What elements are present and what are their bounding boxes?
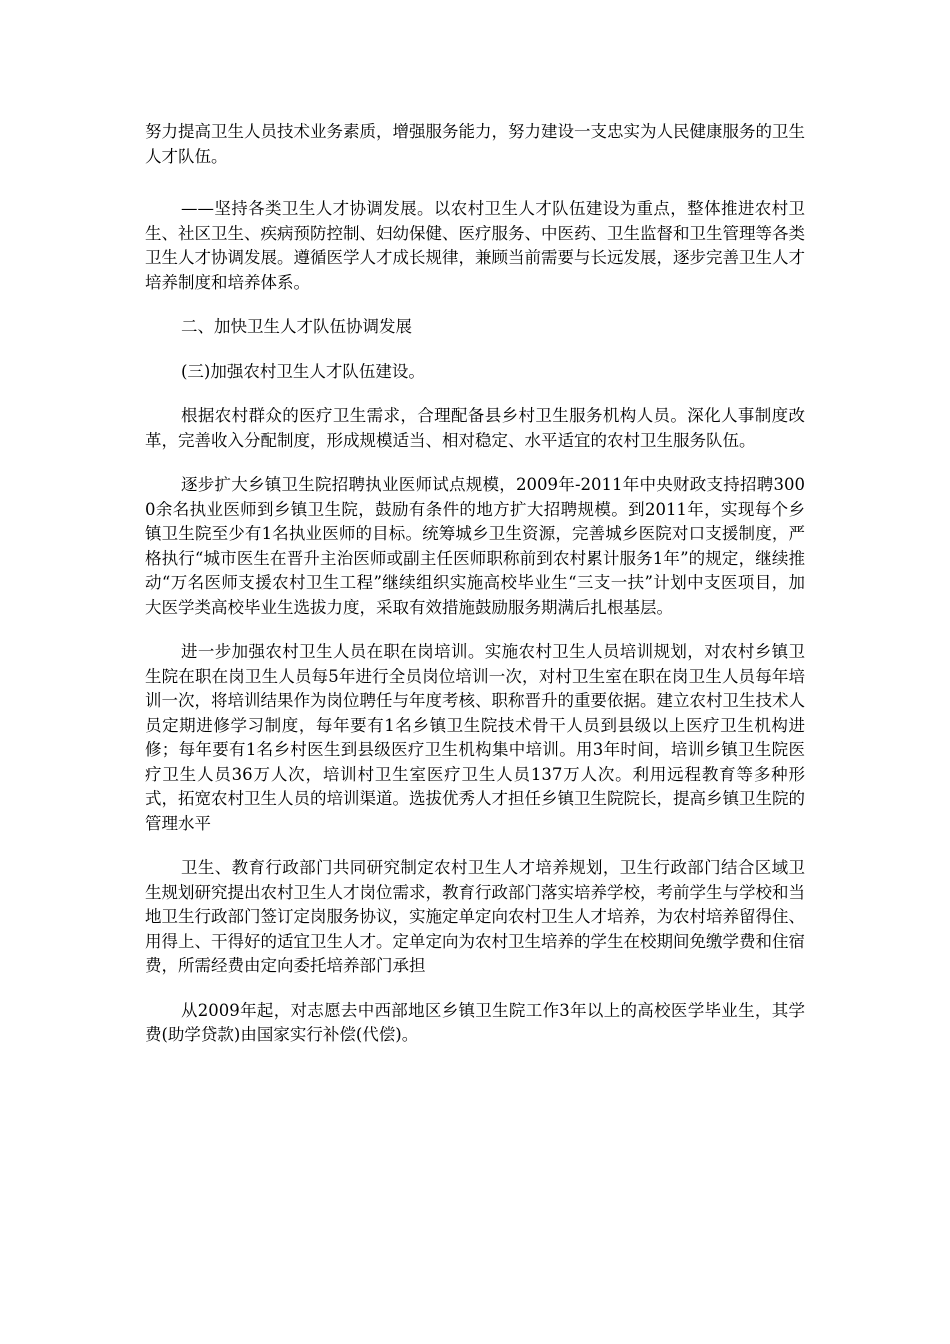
subsection-heading: (三)加强农村卫生人才队伍建设。 xyxy=(181,361,425,381)
paragraph-training: 进一步加强农村卫生人员在职在岗培训。实施农村卫生人员培训规划，对农村乡镇卫生院在职在岗卫生人员每5年进行全员岗位培训一次，对村卫生室在职在岗卫生人员每年培训一次，将培训结果作为岗位聘任与年度考核、职称晋升的重要依据。建立农村卫生技术人员定期进修学习制度，每年要有1名乡镇卫生院技术骨干人员到县级以上医疗卫生机构进修；每年要有1名乡村医生到县级医疗卫生机构集中培训。用3年时间，培训乡镇卫生院医疗卫生人员36万人次，培训村卫生室医疗卫生人员137万人次。利用远程教育等多种形式，拓宽农村卫生人员的培训渠道。选拔优秀人才担任乡镇卫生院院长，提高乡镇卫生院的管理水平 xyxy=(145,642,805,833)
document-page xyxy=(145,120,805,1068)
paragraph-intro-continuation: 努力提高卫生人员技术业务素质，增强服务能力，努力建设一支忠实为人民健康服务的卫生人才队伍。 xyxy=(145,122,805,166)
paragraph-recruitment: 逐步扩大乡镇卫生院招聘执业医师试点规模，2009年-2011年中央财政支持招聘3000余名执业医师到乡镇卫生院，鼓励有条件的地方扩大招聘规模。到2011年，实现每个乡镇卫生院至少有1名执业医师的目标。统筹城乡卫生资源，完善城乡医院对口支援制度，严格执行“城市医生在晋升主治医师或副主任医师职称前到农村累计服务1年”的规定，继续推动“万名医师支援农村卫生工程”继续组织实施高校毕业生“三支一扶”计划中支医项目，加大医学类高校毕业生选拔力度，采取有效措施鼓励服务期满后扎根基层。 xyxy=(145,475,805,617)
paragraph-targeted-education: 卫生、教育行政部门共同研究制定农村卫生人才培养规划，卫生行政部门结合区域卫生规划研究提出农村卫生人才岗位需求，教育行政部门落实培养学校，考前学生与学校和当地卫生行政部门签订定岗服务协议，实施定单定向农村卫生人才培养，为农村培养留得住、用得上、干得好的适宜卫生人才。定单定向为农村卫生培养的学生在校期间免缴学费和住宿费，所需经费由定向委托培养部门承担 xyxy=(145,858,805,975)
paragraph-coordinated-development: ——坚持各类卫生人才协调发展。以农村卫生人才队伍建设为重点，整体推进农村卫生、社区卫生、疾病预防控制、妇幼保健、医疗服务、中医药、卫生监督和卫生管理等各类卫生人才协调发展。遵循医学人才成长规律，兼顾当前需要与长远发展，逐步完善卫生人才培养制度和培养体系。 xyxy=(145,199,805,292)
section-heading: 二、加快卫生人才队伍协调发展 xyxy=(181,317,412,336)
paragraph-rural-staffing: 根据农村群众的医疗卫生需求，合理配备县乡村卫生服务机构人员。深化人事制度改革，完善收入分配制度，形成规模适当、相对稳定、水平适宜的农村卫生服务队伍。 xyxy=(145,406,805,450)
paragraph-tuition-compensation: 从2009年起，对志愿去中西部地区乡镇卫生院工作3年以上的高校医学毕业生，其学费(助学贷款)由国家实行补偿(代偿)。 xyxy=(145,1000,805,1044)
